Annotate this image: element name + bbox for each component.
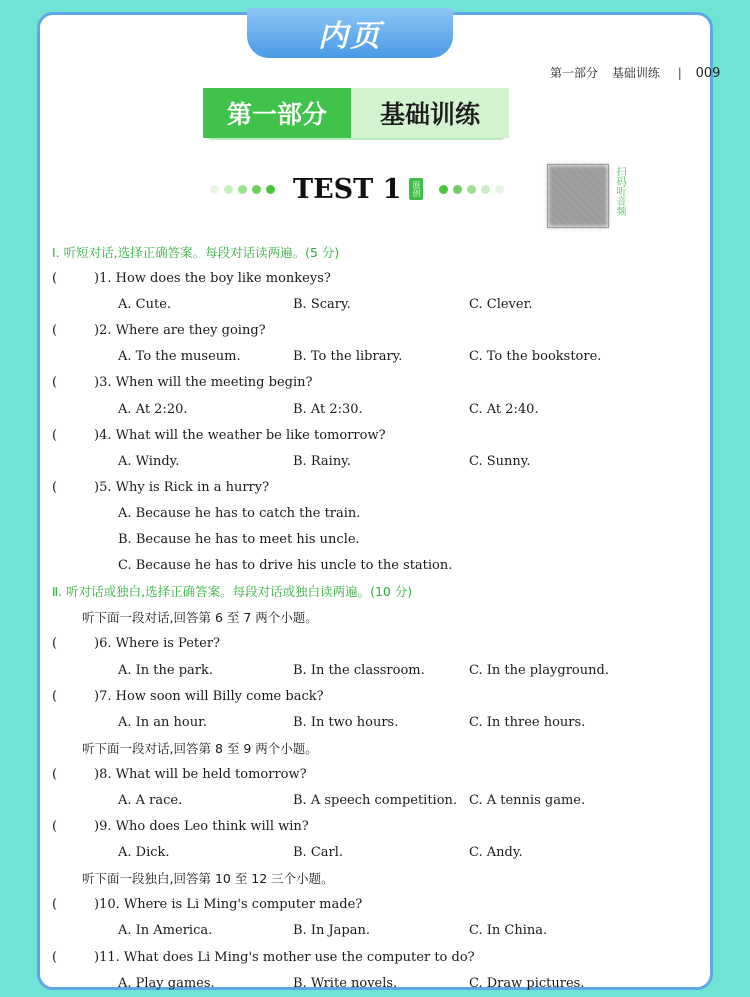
options-7: A. In an hour. B. In two hours. C. In three hours. — [118, 714, 586, 730]
original-badge: 原创 — [409, 178, 423, 200]
options-3: A. At 2:20. B. At 2:30. C. At 2:40. — [118, 401, 539, 417]
options-1: A. Cute. B. Scary. C. Clever. — [118, 297, 533, 313]
options-2: A. To the museum. B. To the library. C. To the bookstore. — [118, 349, 602, 365]
question-4: ( )4. What will the weather be like tomorrow? — [52, 427, 386, 443]
question-2: ( )2. Where are they going? — [52, 323, 266, 339]
question-10: ( )10. Where is Li Ming's computer made? — [52, 897, 363, 913]
options-10: A. In America. B. In Japan. C. In China. — [118, 923, 548, 939]
header-separator: | — [677, 66, 682, 80]
options-11: A. Play games. B. Write novels. C. Draw pictures. — [118, 975, 585, 991]
options-4: A. Windy. B. Rainy. C. Sunny. — [118, 453, 531, 469]
instruction-note-1: 听下面一段对话,回答第 6 至 7 两个小题。 — [82, 610, 318, 626]
options-6: A. In the park. B. In the classroom. C. In the playground. — [118, 662, 609, 678]
qr-label: 扫码听音频 — [609, 166, 625, 216]
question-8: ( )8. What will be held tomorrow? — [52, 766, 307, 782]
option-5a: A. Because he has to catch the train. — [118, 505, 361, 521]
question-7: ( )7. How soon will Billy come back? — [52, 688, 324, 704]
question-11: ( )11. What does Li Ming's mother use the computer to do? — [52, 949, 475, 965]
test-title: TEST 1 — [293, 173, 402, 205]
option-5b: B. Because he has to meet his uncle. — [118, 532, 360, 548]
running-header — [550, 64, 720, 81]
section-heading-1: Ⅰ. 听短对话,选择正确答案。每段对话读两遍。(5 分) — [52, 245, 340, 260]
options-8: A. A race. B. A speech competition. C. A tennis game. — [118, 792, 586, 808]
question-6: ( )6. Where is Peter? — [52, 636, 221, 652]
page-type-tab: 内页 — [247, 8, 453, 58]
banner-title: 基础训练 — [351, 88, 509, 138]
part-banner — [203, 88, 509, 138]
question-3: ( )3. When will the meeting begin? — [52, 375, 313, 391]
option-5c: C. Because he has to drive his uncle to the station. — [118, 558, 453, 574]
header-part: 第一部分 — [550, 66, 599, 80]
page-number: 009 — [695, 66, 721, 81]
instruction-note-3: 听下面一段独白,回答第 10 至 12 三个小题。 — [82, 871, 334, 887]
question-5: ( )5. Why is Rick in a hurry? — [52, 479, 270, 495]
test-heading — [210, 170, 504, 208]
qr-code[interactable] — [547, 164, 609, 228]
question-list — [52, 240, 692, 997]
section-heading-2: Ⅱ. 听对话或独白,选择正确答案。每段对话或独白读两遍。(10 分) — [52, 584, 413, 600]
options-9: A. Dick. B. Carl. C. Andy. — [118, 845, 523, 861]
question-1: ( )1. How does the boy like monkeys? — [52, 271, 331, 287]
question-9: ( )9. Who does Leo think will win? — [52, 819, 309, 835]
instruction-note-2: 听下面一段对话,回答第 8 至 9 两个小题。 — [82, 740, 318, 756]
decor-dots-right — [439, 185, 504, 194]
banner-part: 第一部分 — [203, 88, 351, 138]
decor-dots-left — [210, 185, 275, 194]
header-section: 基础训练 — [611, 66, 660, 80]
